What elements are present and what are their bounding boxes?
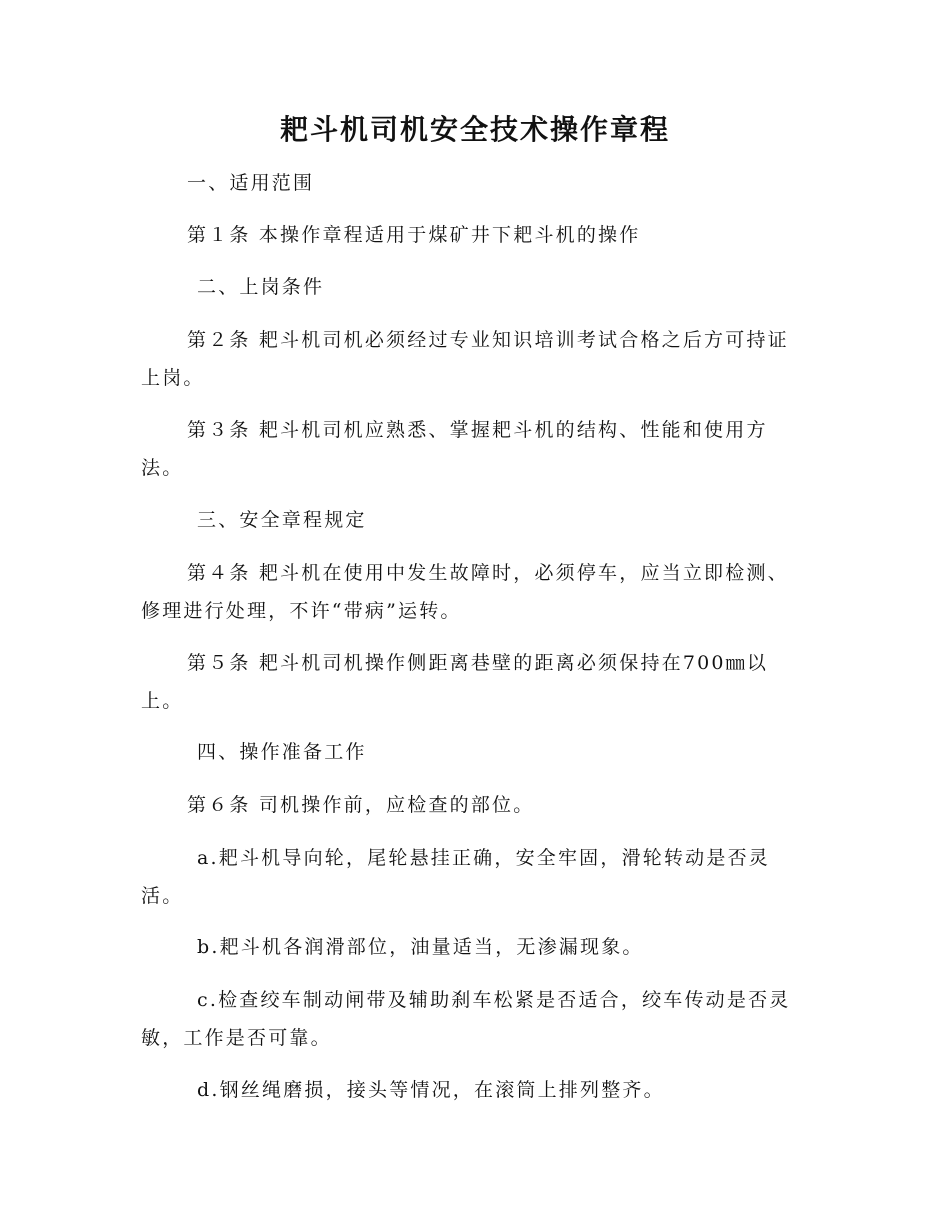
article-paragraph: 第４条 耙斗机在使用中发生故障时，必须停车，应当立即检测、修理进行处理，不许“带病”运转。 [141,562,789,622]
section-heading: 四、操作准备工作 [197,741,367,763]
list-item: b.耙斗机各润滑部位，油量适当，无渗漏现象。 [197,936,644,958]
article-paragraph: 第１条 本操作章程适用于煤矿井下耙斗机的操作 [187,224,641,246]
section-heading: 一、适用范围 [187,172,315,194]
article-paragraph: 第２条 耙斗机司机必须经过专业知识培训考试合格之后方可持证上岗。 [141,329,789,389]
article-paragraph: 第６条 司机操作前，应检查的部位。 [187,794,535,816]
section-heading: 二、上岗条件 [197,276,325,298]
article-paragraph: 第５条 耙斗机司机操作侧距离巷壁的距离必须保持在700㎜以上。 [141,652,769,712]
list-item: d.钢丝绳磨损，接头等情况，在滚筒上排列整齐。 [197,1079,665,1101]
list-item: a.耙斗机导向轮，尾轮悬挂正确，安全牢固，滑轮转动是否灵活。 [141,847,770,907]
list-item: c.检查绞车制动闸带及辅助刹车松紧是否适合，绞车传动是否灵敏，工作是否可靠。 [141,989,791,1049]
article-paragraph: 第３条 耙斗机司机应熟悉、掌握耙斗机的结构、性能和使用方法。 [141,419,768,479]
section-heading: 三、安全章程规定 [197,509,367,531]
document-title: 耙斗机司机安全技术操作章程 [279,113,670,146]
